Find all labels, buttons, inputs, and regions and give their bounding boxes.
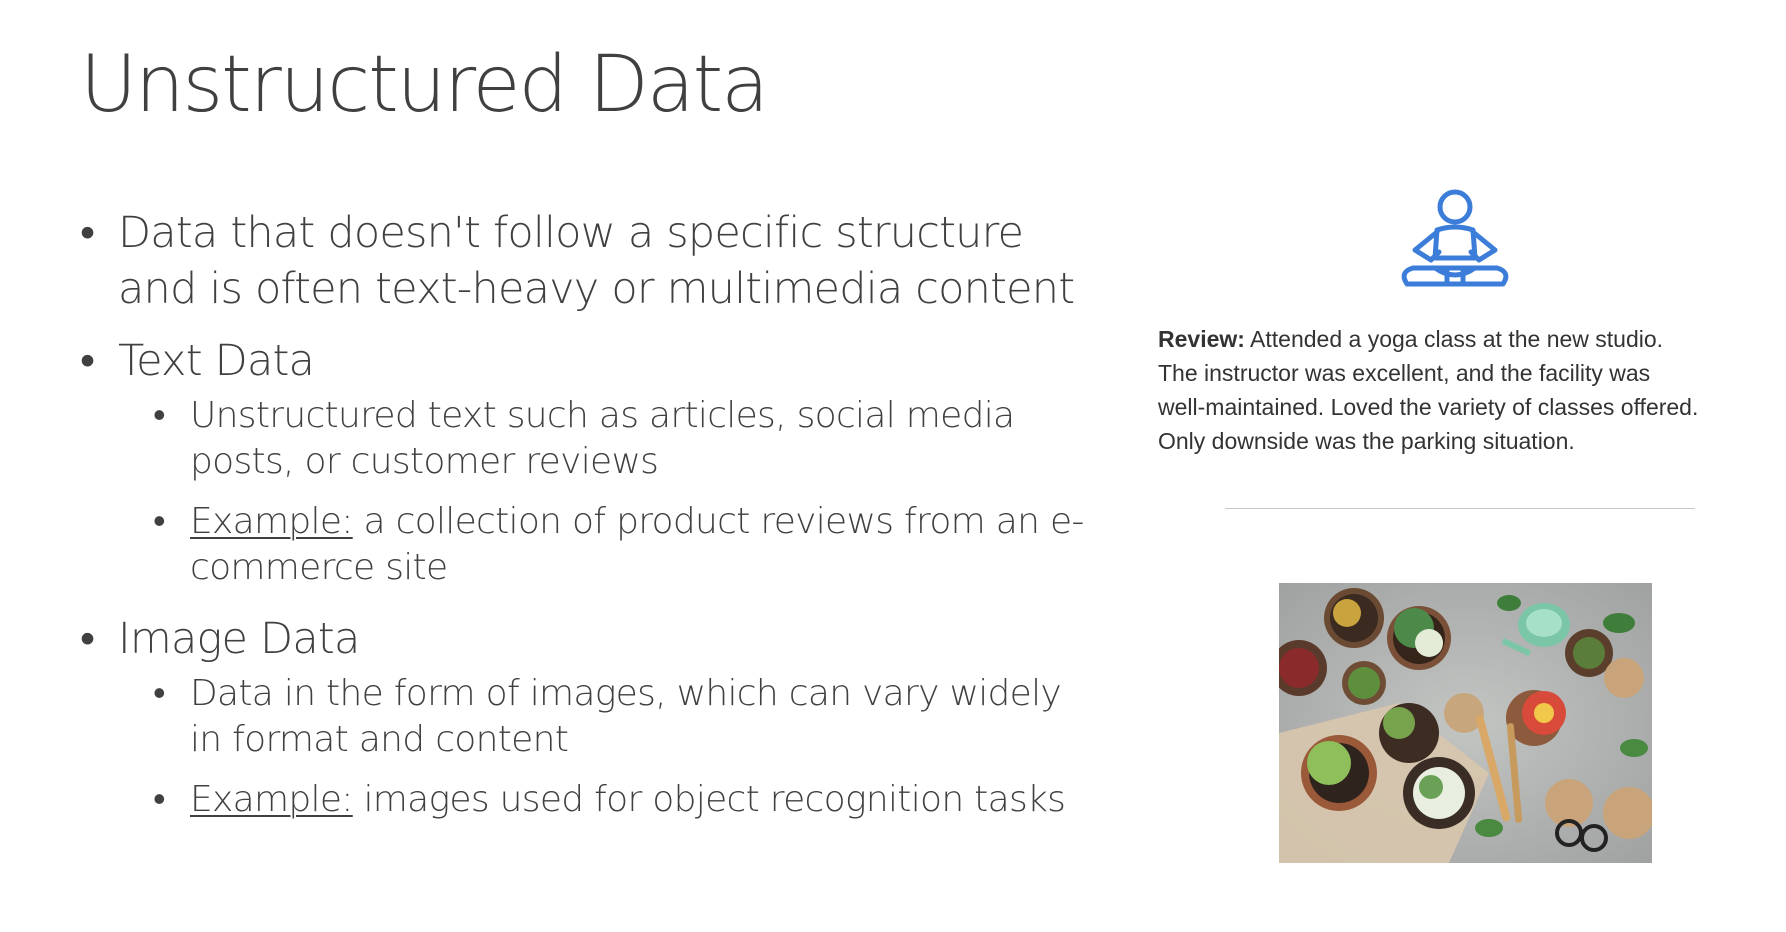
bullet-list <box>80 205 1090 837</box>
text-data-heading: Text Data <box>118 336 315 386</box>
image-data-desc-line1: Data in the form of images, which can vary widely <box>190 673 1062 714</box>
image-data-desc-line2: in format and content <box>190 719 569 760</box>
text-data-example-line2: commerce site <box>190 547 448 588</box>
bullet-dot: • <box>153 501 165 542</box>
image-data-heading: Image Data <box>118 614 360 664</box>
bullet-image-data <box>80 611 1090 667</box>
text-data-example <box>80 499 1090 591</box>
text-data-desc-line1: Unstructured text such as articles, social media <box>190 395 1015 436</box>
bullet-text-data <box>80 333 1090 389</box>
image-data-description <box>80 671 1090 763</box>
review-line3: well-maintained. Loved the variety of classes offered. <box>1158 394 1699 420</box>
bullet-intro <box>80 205 1090 317</box>
image-data-example <box>80 777 1090 823</box>
bullet-intro-line2: and is often text-heavy or multimedia content <box>118 264 1075 314</box>
text-data-desc-line2: posts, or customer reviews <box>190 441 659 482</box>
bullet-dot: • <box>80 336 95 386</box>
bullet-dot: • <box>153 779 165 820</box>
review-label: Review: <box>1158 326 1245 352</box>
text-data-example-label: Example: <box>190 501 353 542</box>
review-text <box>1158 322 1768 458</box>
bullet-intro-line1: Data that doesn't follow a specific structure <box>118 208 1024 258</box>
review-line1: Attended a yoga class at the new studio. <box>1244 326 1664 352</box>
divider <box>1225 508 1695 509</box>
potted-plants-photo <box>1279 583 1652 863</box>
review-line4: Only downside was the parking situation. <box>1158 428 1575 454</box>
bullet-dot: • <box>153 395 165 436</box>
text-data-example-line1: a collection of product reviews from an e- <box>352 501 1084 542</box>
text-data-description <box>80 393 1090 485</box>
page-title: Unstructured Data <box>80 40 768 130</box>
bullet-dot: • <box>80 614 95 664</box>
bullet-dot: • <box>80 208 95 258</box>
bullet-dot: • <box>153 673 165 714</box>
review-line2: The instructor was excellent, and the facility was <box>1158 360 1651 386</box>
image-data-example-text: images used for object recognition tasks <box>352 779 1066 820</box>
yoga-meditation-icon <box>1395 188 1515 296</box>
image-data-example-label: Example: <box>190 779 353 820</box>
